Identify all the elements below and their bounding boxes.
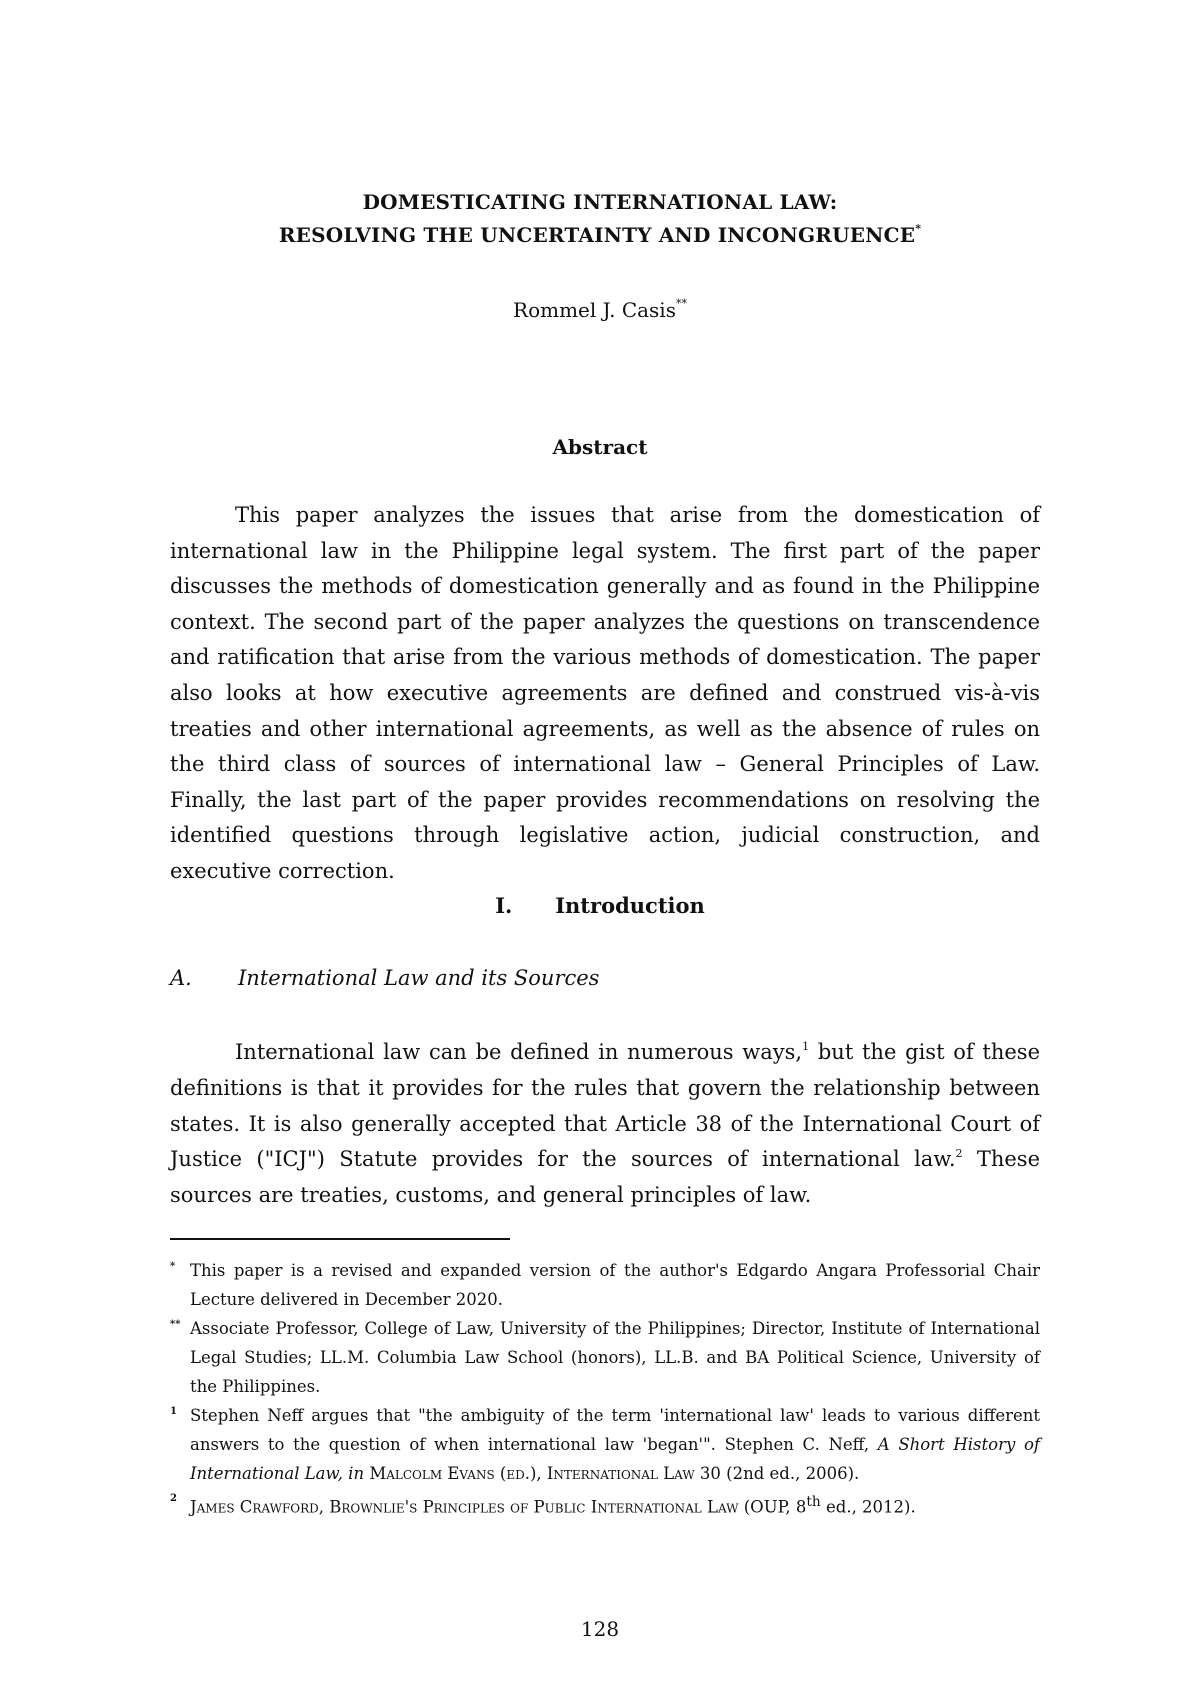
section-number: I. bbox=[495, 893, 513, 918]
title-footnote-mark[interactable]: * bbox=[915, 222, 922, 235]
title-line-2: RESOLVING THE UNCERTAINTY AND INCONGRUENCE* bbox=[278, 222, 922, 247]
subsection-title: International Law and its Sources bbox=[238, 966, 600, 990]
footnote-mark: 2 bbox=[170, 1493, 177, 1504]
page-number: 128 bbox=[580, 1617, 620, 1641]
footnote-item: ** Associate Professor, College of Law, University of the Philippines; Director, Institute of International Legal Studies; LL.M. Columbia Law School (honors), LL.B. and BA Political Science, University of the Philippines. bbox=[170, 1314, 1040, 1401]
footnote-item: 1 Stephen Neff argues that "the ambiguity of the term 'international law' leads to various different answers to the question of when international law 'began'". Stephen C. Neff, A Short History of International Law, in Malcolm Evans (ed.), International Law 30 (2nd ed., 2006). bbox=[170, 1401, 1040, 1488]
footnote-ref-1[interactable]: 1 bbox=[802, 1040, 810, 1053]
title-line-1: DOMESTICATING INTERNATIONAL LAW: bbox=[362, 190, 838, 214]
footnote-separator bbox=[170, 1238, 510, 1240]
author-name: Rommel J. Casis bbox=[513, 298, 676, 322]
abstract-heading: Abstract bbox=[552, 435, 648, 459]
subsection-heading bbox=[170, 963, 1030, 993]
footnote-item: 2 James Crawford, Brownlie's Principles of Public International Law (OUP, 8th ed., 2012). bbox=[170, 1488, 1040, 1522]
footnote-item: * This paper is a revised and expanded version of the author's Edgardo Angara Professorial Chair Lecture delivered in December 2020. bbox=[170, 1256, 1040, 1314]
footnote-mark: 1 bbox=[170, 1406, 177, 1417]
footnote-ref-2[interactable]: 2 bbox=[955, 1147, 963, 1161]
section-heading bbox=[170, 891, 1030, 921]
subsection-letter: A. bbox=[170, 966, 192, 990]
author-line bbox=[170, 295, 1030, 325]
footnote-mark: ** bbox=[170, 1319, 181, 1330]
paper-title bbox=[170, 186, 1030, 252]
author-footnote-mark[interactable]: ** bbox=[675, 297, 687, 310]
footnotes-list bbox=[170, 1256, 1040, 1522]
section-title: Introduction bbox=[555, 893, 705, 918]
footnote-mark: * bbox=[170, 1261, 176, 1272]
body-paragraph: International law can be defined in numerous ways,$^1$ but the gist of these definitions is that it provides for the rules that govern the relationship between states. It is also generally accepted that Article 38 of the International Court of Justice ("ICJ") Statute provides for the sources of international law.$^2$ These sources are treaties, customs, and general principles of law. bbox=[170, 1040, 1041, 1208]
abstract-text: This paper analyzes the issues that arise from the domestication of international law in the Philippine legal system. The first part of the paper discusses the methods of domestication generally and as found in the Philippine context. The second part of the paper analyzes the questions on transcendence and ratification that arise from the various methods of domestication. The paper also looks at how executive agreements are defined and construed vis-à-vis treaties and other international agreements, as well as the absence of rules on the third class of sources of international law – General Principles of Law. Finally, the last part of the paper provides recommendations on resolving the identified questions through legislative action, judicial construction, and executive correction. bbox=[170, 503, 1040, 883]
